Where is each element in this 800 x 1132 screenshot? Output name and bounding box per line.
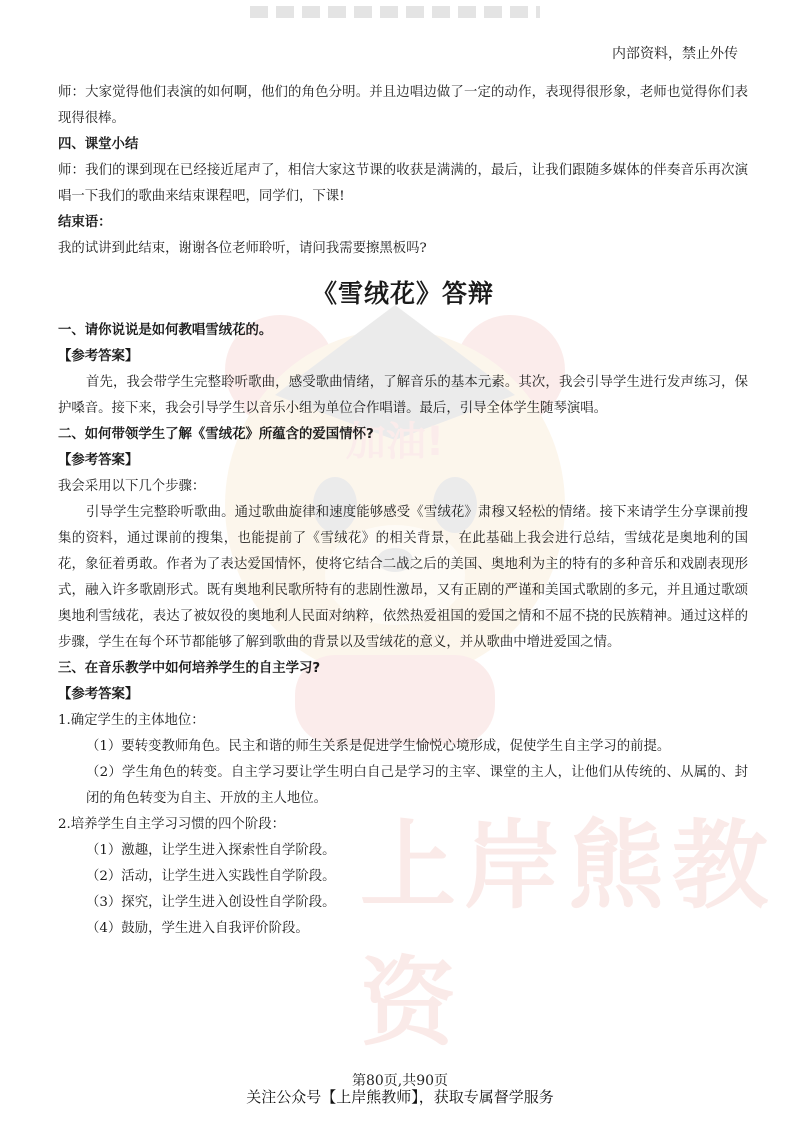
paragraph: 二、如何带领学生了解《雪绒花》所蕴含的爱国情怀? — [58, 427, 374, 442]
paragraph: 【参考答案】 — [58, 687, 139, 702]
main-content — [58, 80, 748, 942]
paragraph: 【参考答案】 — [58, 349, 139, 364]
paragraph: 师：大家觉得他们表演的如何啊，他们的角色分明。并且边唱边做了一定的动作，表现得很形象，老师也觉得你们表现得很棒。 — [58, 85, 748, 126]
paragraph: （1）要转变教师角色。民主和谐的师生关系是促进学生愉悦心境形成，促使学生自主学习的前提。 — [86, 739, 671, 754]
paragraph: 【参考答案】 — [58, 453, 139, 468]
header-note: 内部资料，禁止外传 — [612, 46, 738, 62]
paragraph: （2）活动，让学生进入实践性自学阶段。 — [86, 869, 336, 884]
watermark-brand-text: 上岸熊教资 — [360, 810, 776, 1059]
paragraph: 首先，我会带学生完整聆听歌曲，感受歌曲情绪，了解音乐的基本元素。其次，我会引导学生进行发声练习，保护嗓音。接下来，我会引导学生以音乐小组为单位合作唱谱。最后，引导全体学生随琴演唱。 — [58, 375, 748, 416]
section-title: 《雪绒花》答辩 — [311, 279, 494, 308]
paragraph: （3）探究，让学生进入创设性自学阶段。 — [86, 895, 336, 910]
before-section — [58, 80, 748, 262]
paragraph: 引导学生完整聆听歌曲。通过歌曲旋律和速度能够感受《雪绒花》肃穆又轻松的情绪。接下来请学生分享课前搜集的资料，通过课前的搜集，也能提前了《雪绒花》的相关背景，在此基础上我会进行总结，雪绒花是奥地利的国花，象征着勇敢。作者为了表达爱国情怀，使将它结合二战之后的美国、奥地利为主的特有的多种音乐和戏剧表现形式，融入许多歌剧形式。既有奥地利民歌所特有的悲剧性激昂，又有正剧的严谨和美国式歌剧的多元，并且通过歌颂奥地利雪绒花，表达了被奴役的奥地利人民面对纳粹，依然热爱祖国的爱国之情和不屈不挠的民族精神。通过这样的步骤，学生在每个环节都能够了解到歌曲的背景以及雪绒花的意义，并从歌曲中增进爱国之情。 — [58, 505, 748, 650]
footer-note: 关注公众号【上岸熊教师】，获取专属督学服务 — [246, 1088, 554, 1106]
paragraph: 2.培养学生自主学习习惯的四个阶段： — [58, 817, 286, 832]
qa-section — [58, 318, 748, 942]
paragraph: 三、在音乐教学中如何培养学生的自主学习? — [58, 661, 321, 676]
page-number: 第80页,共90页 — [351, 1073, 449, 1089]
paragraph: 1.确定学生的主体地位： — [58, 713, 205, 728]
paragraph: 四、课堂小结 — [58, 137, 139, 152]
paragraph: 我会采用以下几个步骤： — [58, 479, 206, 494]
watermark-logo-text: 加油! — [345, 419, 445, 465]
paragraph: （4）鼓励，学生进入自我评价阶段。 — [86, 921, 309, 936]
paragraph: （1）激趣，让学生进入探索性自学阶段。 — [86, 843, 336, 858]
paragraph: 师：我们的课到现在已经接近尾声了，相信大家这节课的收获是满满的，最后，让我们跟随多媒体的伴奏音乐再次演唱一下我们的歌曲来结束课程吧，同学们，下课! — [58, 163, 748, 204]
paragraph: 我的试讲到此结束，谢谢各位老师聆听，请问我需要擦黑板吗? — [58, 241, 427, 256]
paragraph: 一、请你说说是如何教唱雪绒花的。 — [58, 323, 273, 338]
paragraph: 结束语： — [58, 215, 112, 230]
top-faded-header-strip — [250, 6, 540, 18]
paragraph: （2）学生角色的转变。自主学习要让学生明白自己是学习的主宰、课堂的主人，让他们从传统的、从属的、封闭的角色转变为自主、开放的主人地位。 — [86, 765, 748, 806]
